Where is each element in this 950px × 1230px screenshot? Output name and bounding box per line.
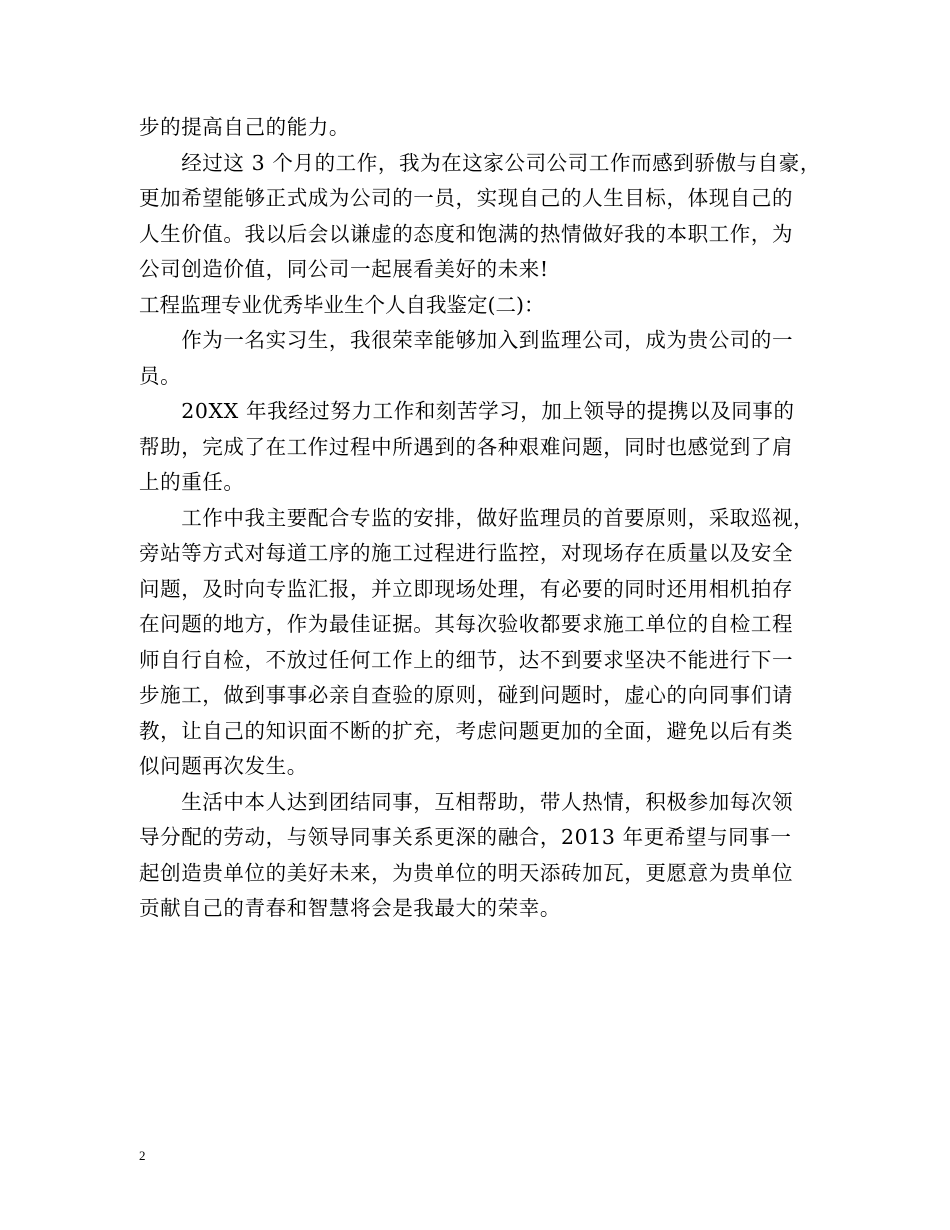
text-line: 工作中我主要配合专监的安排，做好监理员的首要原则，采取巡视， [139, 505, 815, 530]
text-line: 更加希望能够正式成为公司的一员，实现自己的人生目标，体现自己的 [139, 186, 794, 210]
text-line: 20XX 年我经过努力工作和刻苦学习，加上领导的提携以及同事的 [139, 399, 795, 423]
text-line: 在问题的地方，作为最佳证据。其每次验收都要求施工单位的自检工程 [139, 612, 794, 636]
text-line: 步施工，做到事事必亲自查验的原则，碰到问题时，虚心的向同事们请 [139, 683, 794, 707]
section-heading: 工程监理专业优秀毕业生个人自我鉴定(二)： [139, 292, 545, 317]
text-line: 问题，及时向专监汇报，并立即现场处理，有必要的同时还用相机拍存 [139, 576, 794, 601]
text-line: 帮助，完成了在工作过程中所遇到的各种艰难问题，同时也感觉到了肩 [139, 434, 794, 459]
text-line: 步的提高自己的能力。 [139, 115, 350, 139]
text-line: 上的重任。 [139, 470, 245, 494]
document-body [139, 110, 829, 927]
text-line: 经过这 3 个月的工作，我为在这家公司公司工作而感到骄傲与自豪， [139, 150, 821, 175]
text-line: 似问题再次发生。 [139, 754, 308, 778]
text-line: 教，让自己的知识面不断的扩充，考虑问题更加的全面，避免以后有类 [139, 718, 794, 743]
text-line: 生活中本人达到团结同事，互相帮助，带人热情，积极参加每次领 [139, 789, 794, 814]
text-line: 公司创造价值，同公司一起展看美好的未来! [139, 257, 549, 281]
text-line: 师自行自检，不放过任何工作上的细节，达不到要求坚决不能进行下一 [139, 647, 794, 672]
text-line: 人生价值。我以后会以谦虚的态度和饱满的热情做好我的本职工作，为 [139, 221, 794, 246]
text-line: 贡献自己的青春和智慧将会是我最大的荣幸。 [139, 896, 561, 920]
text-line: 起创造贵单位的美好未来，为贵单位的明天添砖加瓦，更愿意为贵单位 [139, 860, 794, 885]
page-number: 2 [139, 1148, 146, 1163]
text-line: 旁站等方式对每道工序的施工过程进行监控，对现场存在质量以及安全 [139, 541, 794, 565]
text-line: 员。 [139, 363, 182, 388]
text-line: 导分配的劳动，与领导同事关系更深的融合，2013 年更希望与同事一 [139, 825, 792, 849]
text-line: 作为一名实习生，我很荣幸能够加入到监理公司，成为贵公司的一 [139, 328, 794, 352]
